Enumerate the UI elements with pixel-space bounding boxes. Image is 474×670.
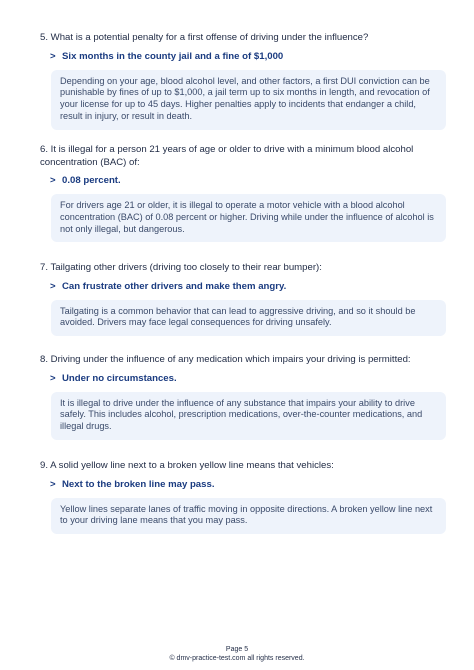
copyright-link[interactable]: © dmv-practice-test.com all rights reserved. [169,655,305,662]
explanation-box: For drivers age 21 or older, it is illegal to operate a motor vehicle with a blood alcohol concentration (BAC) of 0.08 percent or higher. Driving while under the influence of alcohol is not only illegal, but dangerous. [51,194,446,242]
question-block-6 [40,144,446,242]
answer [50,373,446,385]
answer [50,175,446,187]
question-text: 9. A solid yellow line next to a broken yellow line means that vehicles: [40,460,334,471]
answer-text: Next to the broken line may pass. [62,478,215,490]
answer-marker: > [50,280,56,292]
question-text: 8. Driving under the influence of any medication which impairs your driving is permitted: [40,354,411,365]
answer-text: Six months in the county jail and a fine of $1,000 [62,50,284,62]
answer [50,281,446,293]
question-text: 6. It is illegal for a person 21 years of age or older to drive with a minimum blood alcohol concentration (BAC) of: [40,144,414,168]
question-block-9 [40,460,446,534]
answer-text: Can frustrate other drivers and make them angry. [62,280,287,292]
question-text: 5. What is a potential penalty for a first offense of driving under the influence? [40,32,369,43]
question-block-7 [40,262,446,336]
answer-text: 0.08 percent. [62,175,121,186]
answer-marker: > [50,50,56,62]
explanation-box: It is illegal to drive under the influence of any substance that impairs your ability to drive safely. This includes alcohol, prescription medications, over-the-counter medications, and illegal drugs. [51,392,446,440]
question-block-8 [40,354,446,440]
question-text: 7. Tailgating other drivers (driving too closely to their rear bumper): [40,262,322,273]
answer-marker: > [50,372,56,384]
answer-marker: > [50,478,56,490]
explanation-box: Depending on your age, blood alcohol level, and other factors, a first DUI conviction can be punishable by fines of up to $1,000, a jail term up to six months in length, and revocation of your license for up to 45 days. Higher penalties apply to incidents that endanger a child, result in injury, or result in death. [51,70,446,130]
page-number: Page 5 [225,646,249,653]
answer-marker: > [50,175,56,186]
explanation-box: Tailgating is a common behavior that can lead to aggressive driving, and so it should be avoided. Drivers may face legal consequences for driving unsafely. [51,300,446,337]
answer-text: Under no circumstances. [62,372,177,384]
explanation-box: Yellow lines separate lanes of traffic moving in opposite directions. A broken yellow line next to your driving lane means that you may pass. [51,498,446,535]
answer [50,51,446,63]
question-block-5 [40,32,446,130]
answer [50,479,446,491]
